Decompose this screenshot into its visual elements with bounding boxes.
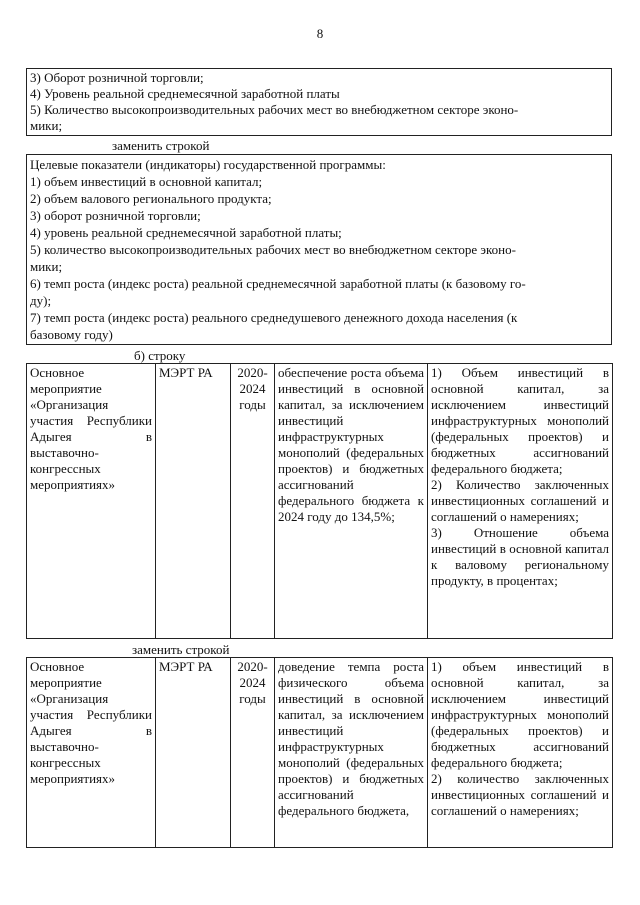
period-cell: 2020-2024 годы: [231, 658, 275, 848]
indicator-item: 2) количество заключенных инвестиционных соглашений и соглашений о намерениях;: [431, 771, 609, 818]
top-box-line: 5) Количество высокопроизводительных рабочих мест во внебюджетном секторе эконо-: [30, 102, 519, 117]
indicator-item: 2) Количество заключенных инвестиционных соглашений и соглашений о намерениях;: [431, 477, 609, 524]
table-row: [27, 364, 613, 639]
indicators-line: 7) темп роста (индекс роста) реального среднедушевого денежного дохода населения (к: [30, 310, 518, 325]
indicators-cell: [428, 364, 613, 639]
indicators-line: Целевые показатели (индикаторы) государственной программы:: [30, 157, 386, 172]
top-box-line: мики;: [30, 118, 63, 133]
caption-replace-1: заменить строкой: [112, 138, 210, 153]
result-cell: доведение темпа роста физического объема инвестиций в основной капитал, за исключением инвестиций инфраструктурных монополий (федеральных проектов) и бюджетных ассигнований федерального бюджета,: [275, 658, 428, 848]
indicator-item: 1) Объем инвестиций в основной капитал, за исключением инвестиций инфраструктурных монополий (федеральных проектов) и бюджетных ассигнований федерального бюджета;: [431, 365, 609, 476]
indicator-item: 3) Отношение объема инвестиций в основной капитал к валовому региональному продукту, в процентах;: [431, 525, 609, 588]
event-cell: Основное мероприятие «Организация участия Республики Адыгея в выставочно-конгрессных мероприятиях»: [27, 364, 156, 639]
indicators-line: 6) темп роста (индекс роста) реальной среднемесячной заработной платы (к базовому го-: [30, 276, 526, 291]
indicators-box: [26, 154, 612, 345]
caption-b: б) строку: [134, 348, 186, 363]
executor-cell: МЭРТ РА: [156, 658, 231, 848]
indicators-line: ду);: [30, 293, 52, 308]
top-box-line: 4) Уровень реальной среднемесячной заработной платы: [30, 86, 340, 101]
indicators-line: мики;: [30, 259, 63, 274]
indicators-cell: [428, 658, 613, 848]
indicators-line: базовому году): [30, 327, 113, 342]
result-cell: обеспечение роста объема инвестиций в основной капитал, за исключением инвестиций инфраструктурных монополий (федеральных проектов) и бюджетных ассигнований федерального бюджета к 2024 году до 134,5%;: [275, 364, 428, 639]
top-box: [26, 68, 612, 136]
indicators-line: 3) оборот розничной торговли;: [30, 208, 201, 223]
indicators-line: 5) количество высокопроизводительных рабочих мест во внебюджетном секторе эконо-: [30, 242, 516, 257]
caption-replace-2: заменить строкой: [132, 642, 230, 657]
executor-cell: МЭРТ РА: [156, 364, 231, 639]
indicator-item: 1) объем инвестиций в основной капитал, за исключением инвестиций инфраструктурных монополий (федеральных проектов) и бюджетных ассигнований федерального бюджета;: [431, 659, 609, 770]
event-cell: Основное мероприятие «Организация участия Республики Адыгея в выставочно-конгрессных мероприятиях»: [27, 658, 156, 848]
table-b: [26, 363, 613, 639]
period-cell: 2020-2024 годы: [231, 364, 275, 639]
indicators-line: 1) объем инвестиций в основной капитал;: [30, 174, 263, 189]
indicators-line: 2) объем валового регионального продукта;: [30, 191, 272, 206]
page-number: 8: [316, 26, 324, 41]
indicators-line: 4) уровень реальной среднемесячной заработной платы;: [30, 225, 342, 240]
top-box-line: 3) Оборот розничной торговли;: [30, 70, 204, 85]
table-row: [27, 658, 613, 848]
table-c: [26, 657, 613, 848]
